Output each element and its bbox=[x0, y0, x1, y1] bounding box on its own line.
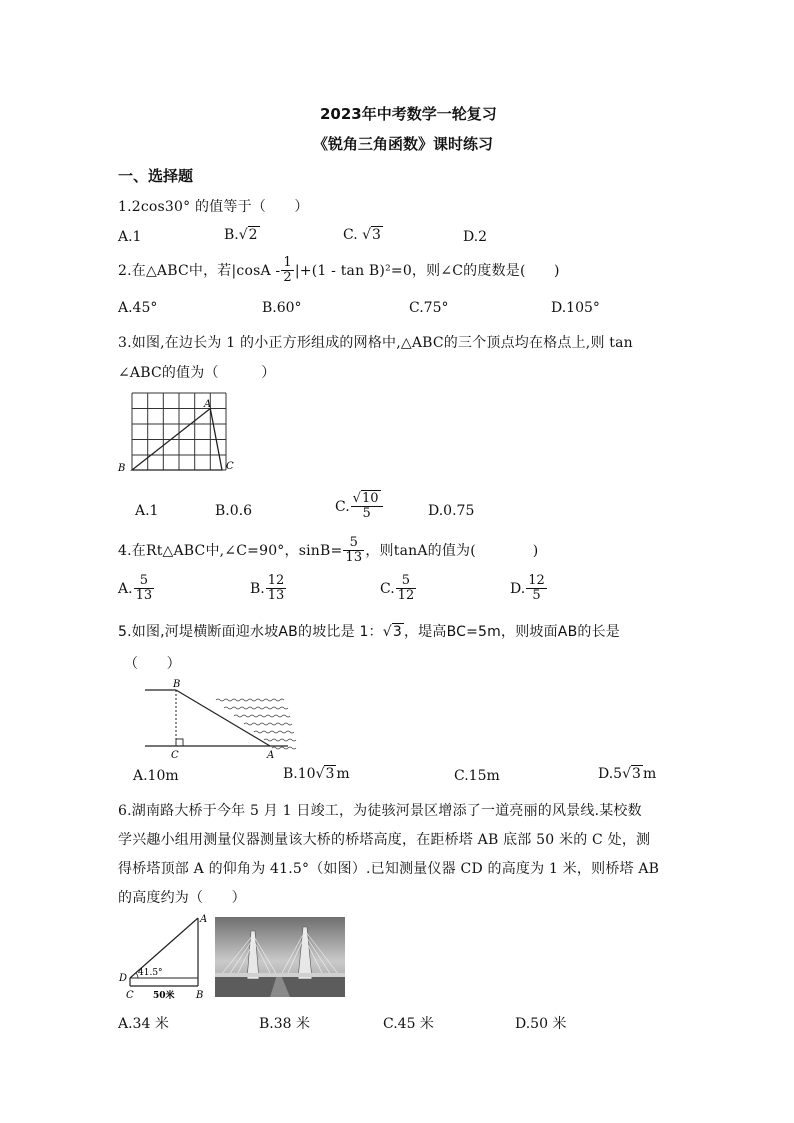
q1-option-c-prefix: C. bbox=[343, 227, 363, 243]
q4-option-a-prefix: A. bbox=[118, 580, 133, 597]
q3-grid-figure bbox=[114, 389, 244, 485]
q4-option-c bbox=[380, 574, 417, 604]
q4-prefix: 4.在Rt△ABC中,∠C=90°，sinB= bbox=[118, 542, 343, 559]
q3-option-c-fraction bbox=[351, 492, 383, 522]
q3-option-d: D.0.75 bbox=[428, 503, 475, 519]
q5-radicand: 3 bbox=[392, 624, 402, 640]
q4-fraction-num: 5 bbox=[343, 536, 364, 551]
q2-option-d: D.105° bbox=[551, 300, 600, 316]
q5-suffix: ，堤高BC=5m，则坡面AB的长是 bbox=[403, 624, 620, 640]
q5-prefix: 5.如图,河堤横断面迎水坡AB的坡比是 1： bbox=[118, 624, 383, 640]
distance-label: 50米 bbox=[153, 991, 175, 1001]
q4-option-b-num: 12 bbox=[267, 573, 285, 588]
q4-option-b-den: 13 bbox=[267, 588, 285, 604]
q2-option-a: A.45° bbox=[118, 300, 158, 316]
q4-option-d-fraction bbox=[526, 574, 547, 604]
q5-option-d bbox=[598, 766, 656, 782]
q5-option-b-prefix: B.10 bbox=[283, 766, 316, 782]
q3-option-b: B.0.6 bbox=[215, 503, 253, 519]
question-1: 1.2cos30° 的值等于（ ） bbox=[118, 199, 309, 215]
section-heading: 一、选择题 bbox=[118, 167, 194, 185]
water-waves bbox=[216, 699, 296, 749]
question-6-line-1: 6.湖南路大桥于今年 5 月 1 日竣工，为徒骇河景区增添了一道亮丽的风景线.某校数 bbox=[118, 803, 642, 819]
q4-option-a-fraction bbox=[134, 574, 155, 604]
q2-prefix: 2.在△ABC中，若|cosA - bbox=[118, 262, 281, 279]
sqrt-symbol: √3 bbox=[382, 624, 402, 640]
q3-option-c-den: 5 bbox=[362, 506, 371, 522]
label-c: C bbox=[171, 750, 179, 761]
q1-option-b-radicand: 2 bbox=[248, 227, 258, 243]
q5-option-b bbox=[283, 766, 350, 782]
q4-fraction-den: 13 bbox=[345, 550, 363, 566]
q5-option-c: C.15m bbox=[454, 768, 500, 784]
label-d: D bbox=[119, 973, 128, 984]
question-3-line-1: 3.如图,在边长为 1 的小正方形组成的网格中,△ABC的三个顶点均在格点上,则 tan bbox=[118, 335, 633, 351]
q3-option-c-prefix: C. bbox=[335, 498, 350, 515]
slope-ab bbox=[176, 690, 270, 746]
q4-option-d-den: 5 bbox=[532, 588, 541, 604]
label-a: A bbox=[200, 914, 208, 925]
q2-fraction bbox=[281, 256, 293, 286]
q3-option-c-num bbox=[351, 492, 383, 507]
label-c: C bbox=[226, 461, 234, 472]
q1-option-d: D.2 bbox=[463, 229, 488, 245]
sqrt-symbol: √3 bbox=[622, 766, 641, 782]
q6-triangle-figure bbox=[116, 912, 216, 1004]
q3-option-c bbox=[335, 492, 384, 522]
q2-fraction-den: 2 bbox=[283, 270, 292, 286]
q4-option-d bbox=[510, 574, 548, 604]
q5-embankment-figure bbox=[140, 678, 300, 762]
q4-option-c-num: 5 bbox=[396, 574, 417, 589]
q4-option-b-fraction bbox=[266, 574, 287, 604]
q5-option-b-unit: m bbox=[336, 766, 350, 782]
q5-option-a: A.10m bbox=[133, 768, 179, 784]
q2-suffix: |+(1 - tan B)²=0，则∠C的度数是( ) bbox=[294, 262, 560, 279]
sqrt-symbol: √3 bbox=[362, 227, 381, 243]
sqrt-symbol: √2 bbox=[238, 227, 258, 243]
question-6-line-4: 的高度约为（ ） bbox=[118, 890, 246, 906]
label-a: A bbox=[267, 750, 275, 761]
q3-option-a: A.1 bbox=[135, 503, 159, 519]
q4-option-c-den: 12 bbox=[397, 588, 415, 604]
label-b: B bbox=[196, 990, 204, 1001]
label-c: C bbox=[126, 990, 134, 1001]
q4-fraction bbox=[343, 536, 364, 566]
q1-option-c-radicand: 3 bbox=[372, 227, 381, 243]
right-angle-mark bbox=[176, 739, 183, 746]
q3-option-c-radicand: 10 bbox=[361, 491, 379, 506]
q1-option-b bbox=[224, 227, 260, 243]
q4-option-c-prefix: C. bbox=[380, 580, 395, 597]
q5-option-d-prefix: D.5 bbox=[598, 766, 623, 782]
question-6-line-3: 得桥塔顶部 A 的仰角为 41.5°（如图）.已知测量仪器 CD 的高度为 1 米，则桥塔 AB bbox=[118, 861, 660, 877]
q5-option-b-radicand: 3 bbox=[325, 766, 335, 782]
q2-option-b: B.60° bbox=[262, 300, 302, 316]
sqrt-symbol: √10 bbox=[352, 491, 379, 506]
label-b: B bbox=[118, 463, 126, 474]
q6-option-d: D.50 米 bbox=[515, 1016, 567, 1032]
q4-option-a-num: 5 bbox=[134, 574, 155, 589]
q4-option-c-fraction bbox=[396, 574, 417, 604]
label-b: B bbox=[173, 679, 181, 690]
q5-option-d-radicand: 3 bbox=[632, 766, 641, 782]
q4-option-d-prefix: D. bbox=[510, 580, 526, 597]
q1-option-a: A.1 bbox=[118, 229, 142, 245]
q4-option-a bbox=[118, 574, 155, 604]
q1-option-c bbox=[343, 227, 383, 243]
q6-option-b: B.38 米 bbox=[259, 1016, 311, 1032]
question-3-line-2: ∠ABC的值为（ ） bbox=[118, 365, 276, 381]
bridge-photo bbox=[215, 917, 345, 997]
question-4 bbox=[118, 536, 538, 566]
angle-label: 41.5° bbox=[138, 968, 163, 978]
question-5 bbox=[118, 621, 620, 641]
question-2 bbox=[118, 256, 560, 286]
q4-option-d-num: 12 bbox=[528, 573, 545, 588]
q4-option-b bbox=[250, 574, 287, 604]
bridge-deck bbox=[215, 973, 345, 977]
q1-option-b-prefix: B. bbox=[224, 227, 239, 243]
question-5-line-2: （ ） bbox=[124, 656, 181, 672]
question-6-line-2: 学兴趣小组用测量仪器测量该大桥的桥塔高度，在距桥塔 AB 底部 50 米的 C 处，测 bbox=[118, 832, 651, 848]
q4-suffix: ，则tanA的值为( ) bbox=[365, 542, 539, 559]
q6-option-a: A.34 米 bbox=[118, 1016, 169, 1032]
sqrt-symbol: √3 bbox=[315, 766, 335, 782]
label-a: A bbox=[204, 399, 212, 410]
q6-option-c: C.45 米 bbox=[383, 1016, 434, 1032]
page-subtitle: 《锐角三角函数》课时练习 bbox=[313, 135, 494, 153]
q2-fraction-num: 1 bbox=[283, 255, 292, 270]
page-title: 2023年中考数学一轮复习 bbox=[320, 105, 497, 123]
q5-option-d-unit: m bbox=[642, 766, 657, 782]
q4-option-a-den: 13 bbox=[135, 588, 153, 604]
q2-option-c: C.75° bbox=[409, 300, 449, 316]
q4-option-b-prefix: B. bbox=[250, 580, 265, 597]
